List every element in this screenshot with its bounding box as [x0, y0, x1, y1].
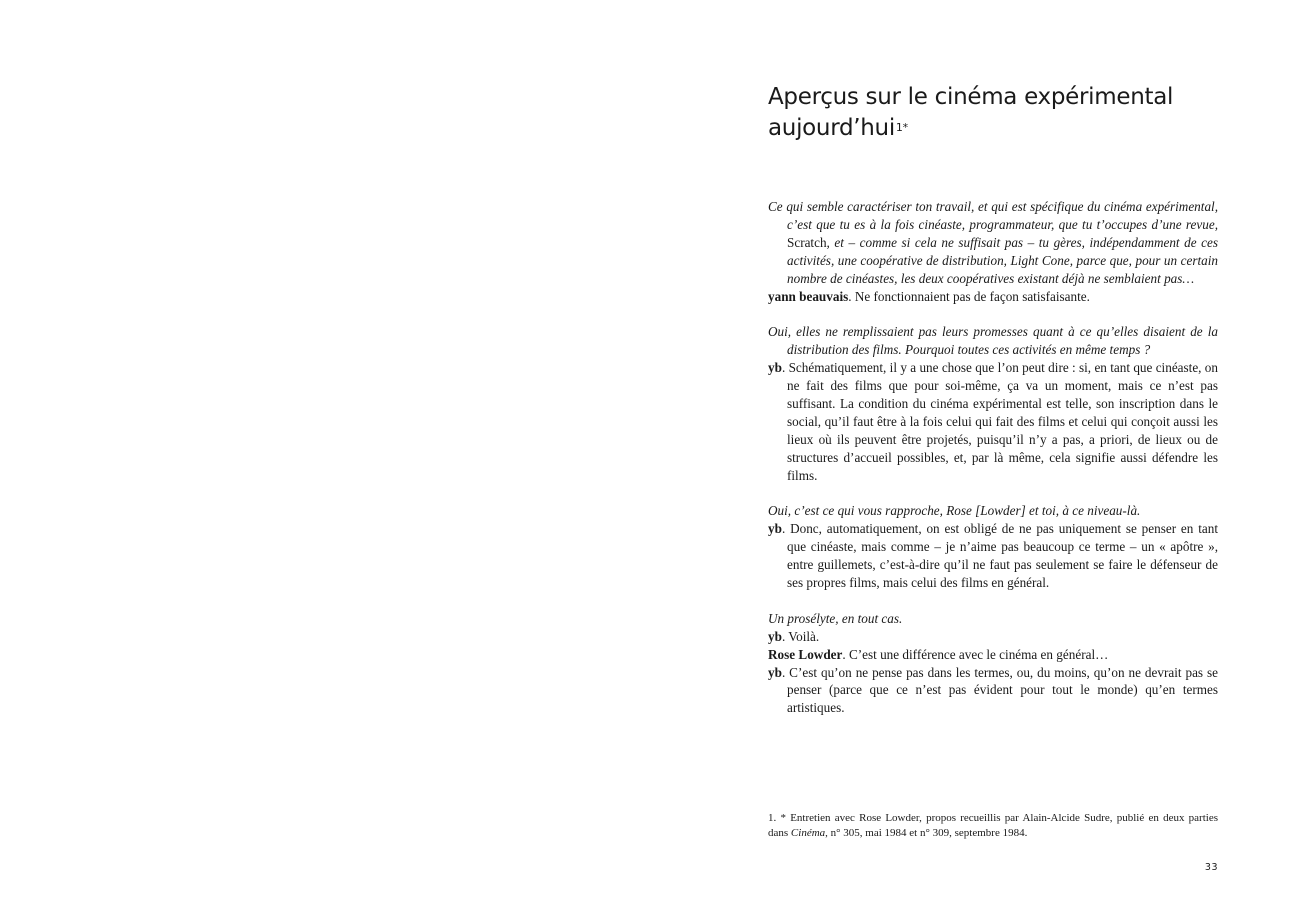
revue-name: Scratch: [787, 234, 827, 250]
journal-title: Cinéma: [790, 826, 826, 839]
title-footnote-ref: 1*: [895, 121, 908, 134]
question-4: Un prosélyte, en tout cas.: [768, 610, 903, 626]
interview-body: [768, 198, 1218, 717]
answer-3: yb. Donc, automatiquement, on est obligé de ne pas uniquement se penser en tant que cinéaste, mais comme – je n’aime pas beaucoup ce terme – un « apôtre », entre guillemets, c’est-à-dire qu’il ne faut pas seulement se faire le défenseur de ses propres films, mais celui des films en général.: [768, 521, 1218, 590]
answer-5: Rose Lowder. C’est une différence avec le cinéma en général…: [768, 646, 1109, 662]
answer-6: yb. C’est qu’on ne pense pas dans les termes, ou, du moins, qu’on ne devrait pas se penser (parce que ce n’est pas évident pour tout le monde) qu’en termes artistiques.: [768, 664, 1218, 716]
footnote: 1. * Entretien avec Rose Lowder, propos recueillis par Alain-Alcide Sudre, publié en deux parties dans Cinéma, n° 305, mai 1984 et n° 309, septembre 1984.: [768, 812, 1218, 839]
speaker-name: yann beauvais: [768, 288, 849, 304]
paragraph-gap: [768, 592, 1218, 610]
speaker-name: yb: [768, 360, 782, 376]
speaker-name: Rose Lowder: [768, 646, 843, 662]
speaker-name: yb: [768, 521, 782, 537]
question-2: Oui, elles ne remplissaient pas leurs promesses quant à ce qu’elles disaient de la distribution des films. Pourquoi toutes ces activités en même temps ?: [768, 324, 1218, 358]
page-number: 33: [1204, 862, 1218, 873]
speaker-name: yb: [768, 628, 782, 644]
answer-1: yann beauvais. Ne fonctionnaient pas de façon satisfaisante.: [768, 288, 1090, 304]
paragraph-gap: [768, 484, 1218, 502]
answer-2: yb. Schématiquement, il y a une chose que l’on peut dire : si, en tant que cinéaste, on ne fait des films que pour soi-même, ça va un moment, mais ce n’est pas suffisant. La condition du cinéma expérimental est telle, son inscription dans le social, qu’il faut être à la fois celui qui fait des films et celui qui conçoit aussi les lieux où ils peuvent être projetés, puisqu’il n’y a pas, a priori, de lieux ou de structures d’accueil possibles, et, par là même, cela signifie aussi défendre les films.: [768, 360, 1218, 483]
paragraph-gap: [768, 305, 1218, 323]
question-3: Oui, c’est ce qui vous rapproche, Rose [Lowder] et toi, à ce niveau-là.: [768, 503, 1141, 519]
page-title: [768, 82, 1228, 144]
title-line-2: aujourd’hui: [768, 115, 895, 141]
speaker-name: yb: [768, 664, 782, 680]
title-line-1: Aperçus sur le cinéma expérimental: [768, 84, 1174, 110]
question-1: Ce qui semble caractériser ton travail, et qui est spécifique du cinéma expérimental, c’est que tu es à la fois cinéaste, programmateur, que tu t’occupes d’une revue, Scratch, et – comme si cela ne suffisait pas – tu gères, indépendamment de ces activités, une coopérative de distribution, Light Cone, parce que, pour un certain nombre de cinéastes, les deux coopératives existant déjà ne semblaient pas…: [768, 199, 1218, 286]
answer-4: yb. Voilà.: [768, 628, 820, 644]
